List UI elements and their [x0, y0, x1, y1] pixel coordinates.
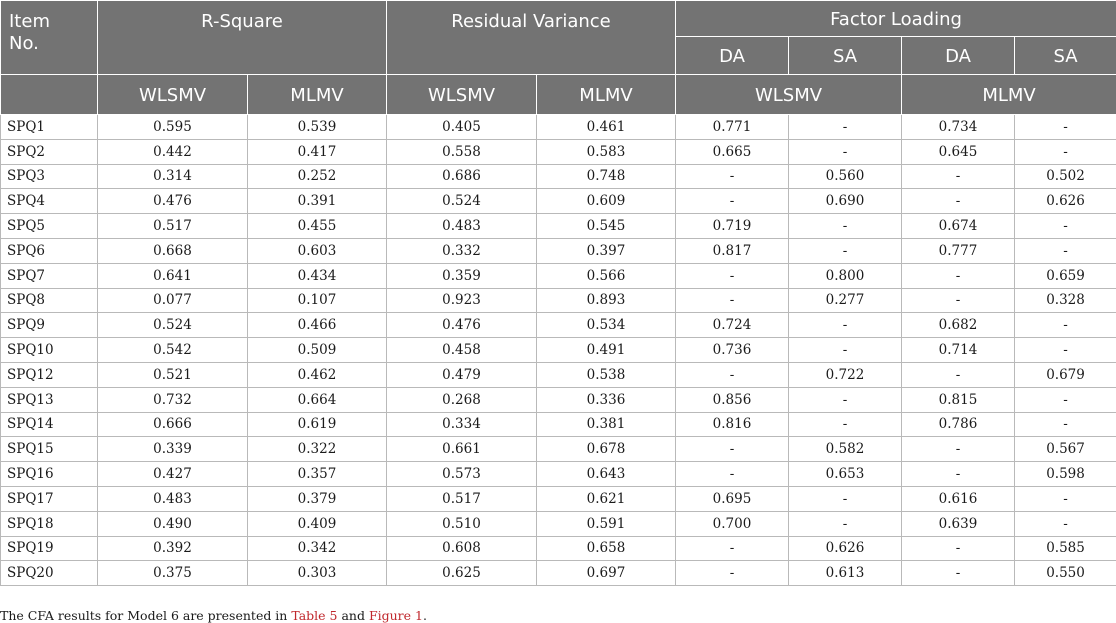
cell-rsq-wlsmv: 0.427: [98, 462, 248, 487]
table-row: [1, 263, 1116, 288]
cell-rsq-wlsmv: 0.542: [98, 338, 248, 363]
cell-fl-sa-mlmv: 0.585: [1015, 536, 1116, 561]
cell-rsq-mlmv: 0.664: [248, 387, 387, 412]
cell-rsq-mlmv: 0.619: [248, 412, 387, 437]
cell-item: SPQ12: [1, 362, 98, 387]
cell-rsq-wlsmv: 0.524: [98, 313, 248, 338]
cell-fl-da-wlsmv: 0.665: [676, 139, 789, 164]
header-rsq-mlmv: MLMV: [248, 75, 387, 115]
cell-rv-mlmv: 0.583: [537, 139, 676, 164]
cell-rv-wlsmv: 0.359: [387, 263, 537, 288]
cell-fl-da-wlsmv: -: [676, 561, 789, 586]
table-row: [1, 462, 1116, 487]
cell-rv-mlmv: 0.381: [537, 412, 676, 437]
cell-rv-wlsmv: 0.517: [387, 486, 537, 511]
cell-fl-da-wlsmv: 0.700: [676, 511, 789, 536]
cell-fl-sa-mlmv: 0.550: [1015, 561, 1116, 586]
cell-fl-sa-wlsmv: -: [789, 387, 902, 412]
cell-rv-wlsmv: 0.483: [387, 214, 537, 239]
cell-fl-sa-mlmv: -: [1015, 115, 1116, 140]
cell-fl-da-wlsmv: -: [676, 462, 789, 487]
cell-fl-da-wlsmv: -: [676, 189, 789, 214]
cell-fl-sa-wlsmv: -: [789, 115, 902, 140]
cell-fl-da-mlmv: 0.714: [902, 338, 1015, 363]
cell-fl-da-mlmv: 0.786: [902, 412, 1015, 437]
cell-item: SPQ15: [1, 437, 98, 462]
cell-fl-sa-wlsmv: 0.613: [789, 561, 902, 586]
cell-fl-sa-wlsmv: -: [789, 486, 902, 511]
cell-rsq-mlmv: 0.409: [248, 511, 387, 536]
cell-rv-mlmv: 0.658: [537, 536, 676, 561]
cell-fl-da-mlmv: -: [902, 263, 1015, 288]
cell-item: SPQ7: [1, 263, 98, 288]
cell-fl-da-wlsmv: -: [676, 288, 789, 313]
cell-rv-wlsmv: 0.524: [387, 189, 537, 214]
figure-1-link[interactable]: Figure 1: [369, 608, 423, 623]
cell-rsq-mlmv: 0.455: [248, 214, 387, 239]
cell-fl-da-mlmv: -: [902, 362, 1015, 387]
cell-item: SPQ9: [1, 313, 98, 338]
header-item-spacer: [1, 75, 98, 115]
cell-rv-wlsmv: 0.573: [387, 462, 537, 487]
cell-fl-da-mlmv: -: [902, 288, 1015, 313]
header-rv-wlsmv: WLSMV: [387, 75, 537, 115]
cell-fl-sa-mlmv: 0.567: [1015, 437, 1116, 462]
cell-fl-sa-mlmv: 0.679: [1015, 362, 1116, 387]
table-row: [1, 214, 1116, 239]
cell-fl-sa-wlsmv: -: [789, 313, 902, 338]
cell-fl-da-wlsmv: 0.771: [676, 115, 789, 140]
cell-rsq-wlsmv: 0.442: [98, 139, 248, 164]
cell-fl-da-mlmv: 0.645: [902, 139, 1015, 164]
cell-rv-mlmv: 0.697: [537, 561, 676, 586]
cell-fl-sa-mlmv: -: [1015, 486, 1116, 511]
cell-fl-da-wlsmv: 0.719: [676, 214, 789, 239]
table-body: [1, 115, 1116, 586]
cell-fl-da-mlmv: 0.734: [902, 115, 1015, 140]
cell-fl-sa-wlsmv: 0.582: [789, 437, 902, 462]
cell-rsq-mlmv: 0.391: [248, 189, 387, 214]
header-fl-wlsmv: WLSMV: [676, 75, 902, 115]
cell-rv-wlsmv: 0.608: [387, 536, 537, 561]
cell-rsq-wlsmv: 0.641: [98, 263, 248, 288]
cell-item: SPQ14: [1, 412, 98, 437]
table-row: [1, 362, 1116, 387]
cell-fl-da-wlsmv: -: [676, 263, 789, 288]
cell-rv-mlmv: 0.336: [537, 387, 676, 412]
cell-rv-mlmv: 0.748: [537, 164, 676, 189]
cell-fl-sa-wlsmv: 0.626: [789, 536, 902, 561]
cell-fl-da-mlmv: 0.616: [902, 486, 1015, 511]
cell-rsq-wlsmv: 0.732: [98, 387, 248, 412]
cell-rsq-mlmv: 0.303: [248, 561, 387, 586]
cell-fl-sa-mlmv: -: [1015, 238, 1116, 263]
cell-rsq-wlsmv: 0.668: [98, 238, 248, 263]
header-r-square: R-Square: [98, 1, 387, 75]
header-fl-da-wlsmv: DA: [676, 37, 789, 75]
table-row: [1, 288, 1116, 313]
cell-rsq-mlmv: 0.462: [248, 362, 387, 387]
cell-fl-da-mlmv: -: [902, 437, 1015, 462]
table-row: [1, 511, 1116, 536]
cell-rsq-wlsmv: 0.375: [98, 561, 248, 586]
cell-fl-da-wlsmv: -: [676, 362, 789, 387]
cell-rsq-mlmv: 0.322: [248, 437, 387, 462]
header-rv-mlmv: MLMV: [537, 75, 676, 115]
cell-rv-mlmv: 0.893: [537, 288, 676, 313]
header-rsq-wlsmv: WLSMV: [98, 75, 248, 115]
cell-item: SPQ10: [1, 338, 98, 363]
cell-rv-wlsmv: 0.405: [387, 115, 537, 140]
cell-fl-sa-mlmv: -: [1015, 139, 1116, 164]
table-row: [1, 115, 1116, 140]
cell-fl-da-wlsmv: 0.817: [676, 238, 789, 263]
header-fl-sa-wlsmv: SA: [789, 37, 902, 75]
cell-fl-da-mlmv: -: [902, 189, 1015, 214]
cell-rv-wlsmv: 0.332: [387, 238, 537, 263]
cell-rv-mlmv: 0.566: [537, 263, 676, 288]
cell-rv-mlmv: 0.397: [537, 238, 676, 263]
cell-fl-da-wlsmv: 0.724: [676, 313, 789, 338]
cell-rsq-mlmv: 0.417: [248, 139, 387, 164]
cell-fl-da-mlmv: 0.777: [902, 238, 1015, 263]
cell-fl-sa-wlsmv: -: [789, 214, 902, 239]
cell-rv-mlmv: 0.534: [537, 313, 676, 338]
cell-rv-wlsmv: 0.458: [387, 338, 537, 363]
cell-rv-wlsmv: 0.661: [387, 437, 537, 462]
header-factor-loading: Factor Loading: [676, 1, 1116, 37]
cell-fl-sa-mlmv: -: [1015, 338, 1116, 363]
cell-fl-sa-wlsmv: 0.722: [789, 362, 902, 387]
cell-rsq-mlmv: 0.252: [248, 164, 387, 189]
cell-fl-sa-wlsmv: 0.653: [789, 462, 902, 487]
table-row: [1, 437, 1116, 462]
cell-fl-sa-wlsmv: -: [789, 238, 902, 263]
cell-rv-mlmv: 0.591: [537, 511, 676, 536]
cell-fl-sa-wlsmv: 0.560: [789, 164, 902, 189]
cell-item: SPQ17: [1, 486, 98, 511]
cell-item: SPQ13: [1, 387, 98, 412]
cell-item: SPQ5: [1, 214, 98, 239]
table-row: [1, 387, 1116, 412]
table-row: [1, 238, 1116, 263]
cell-fl-sa-wlsmv: -: [789, 139, 902, 164]
cell-fl-sa-wlsmv: 0.690: [789, 189, 902, 214]
cell-rsq-mlmv: 0.342: [248, 536, 387, 561]
cell-rsq-wlsmv: 0.339: [98, 437, 248, 462]
cell-fl-da-mlmv: -: [902, 536, 1015, 561]
cell-rsq-wlsmv: 0.392: [98, 536, 248, 561]
cell-rv-wlsmv: 0.558: [387, 139, 537, 164]
cell-item: SPQ4: [1, 189, 98, 214]
header-item-no: [1, 1, 98, 75]
cell-fl-da-wlsmv: 0.695: [676, 486, 789, 511]
cell-fl-sa-mlmv: 0.626: [1015, 189, 1116, 214]
cell-rsq-mlmv: 0.509: [248, 338, 387, 363]
cell-fl-sa-mlmv: -: [1015, 511, 1116, 536]
table-row: [1, 486, 1116, 511]
cell-rsq-wlsmv: 0.476: [98, 189, 248, 214]
cell-rv-wlsmv: 0.686: [387, 164, 537, 189]
cell-fl-sa-wlsmv: -: [789, 412, 902, 437]
footnote-text-before: The CFA results for Model 6 are presented in: [0, 608, 291, 623]
cell-fl-sa-mlmv: -: [1015, 214, 1116, 239]
cell-fl-da-mlmv: -: [902, 462, 1015, 487]
cell-rv-wlsmv: 0.625: [387, 561, 537, 586]
cell-fl-da-mlmv: -: [902, 164, 1015, 189]
cell-fl-sa-mlmv: 0.659: [1015, 263, 1116, 288]
cell-item: SPQ20: [1, 561, 98, 586]
cell-rsq-wlsmv: 0.314: [98, 164, 248, 189]
cell-rv-mlmv: 0.538: [537, 362, 676, 387]
cell-fl-da-wlsmv: 0.856: [676, 387, 789, 412]
cell-rsq-mlmv: 0.434: [248, 263, 387, 288]
cell-rv-wlsmv: 0.476: [387, 313, 537, 338]
cell-fl-sa-wlsmv: -: [789, 511, 902, 536]
cell-fl-sa-mlmv: -: [1015, 313, 1116, 338]
cell-rsq-wlsmv: 0.490: [98, 511, 248, 536]
header-fl-mlmv: MLMV: [902, 75, 1116, 115]
cell-fl-da-mlmv: 0.815: [902, 387, 1015, 412]
footnote-text-middle: and: [338, 608, 369, 623]
table-row: [1, 139, 1116, 164]
cell-rv-mlmv: 0.621: [537, 486, 676, 511]
cell-fl-sa-mlmv: 0.328: [1015, 288, 1116, 313]
cell-rsq-mlmv: 0.466: [248, 313, 387, 338]
cell-rsq-wlsmv: 0.595: [98, 115, 248, 140]
cell-rv-mlmv: 0.491: [537, 338, 676, 363]
cell-rv-mlmv: 0.545: [537, 214, 676, 239]
cell-fl-da-mlmv: -: [902, 561, 1015, 586]
cell-fl-da-mlmv: 0.682: [902, 313, 1015, 338]
cell-item: SPQ18: [1, 511, 98, 536]
cell-rv-wlsmv: 0.923: [387, 288, 537, 313]
table-row: [1, 189, 1116, 214]
cell-fl-da-wlsmv: -: [676, 437, 789, 462]
cell-fl-da-wlsmv: -: [676, 536, 789, 561]
cell-rsq-wlsmv: 0.666: [98, 412, 248, 437]
cell-fl-sa-mlmv: 0.598: [1015, 462, 1116, 487]
cell-rsq-wlsmv: 0.077: [98, 288, 248, 313]
cell-item: SPQ1: [1, 115, 98, 140]
cell-rsq-mlmv: 0.379: [248, 486, 387, 511]
cell-rsq-mlmv: 0.107: [248, 288, 387, 313]
cell-fl-da-mlmv: 0.639: [902, 511, 1015, 536]
cell-item: SPQ19: [1, 536, 98, 561]
cell-rsq-mlmv: 0.357: [248, 462, 387, 487]
cell-rsq-wlsmv: 0.517: [98, 214, 248, 239]
cell-fl-sa-mlmv: -: [1015, 412, 1116, 437]
cell-fl-sa-mlmv: -: [1015, 387, 1116, 412]
table-row: [1, 313, 1116, 338]
cell-fl-da-mlmv: 0.674: [902, 214, 1015, 239]
cell-rv-wlsmv: 0.479: [387, 362, 537, 387]
cell-rv-wlsmv: 0.268: [387, 387, 537, 412]
cell-item: SPQ8: [1, 288, 98, 313]
cell-rv-mlmv: 0.461: [537, 115, 676, 140]
cell-rv-mlmv: 0.609: [537, 189, 676, 214]
cell-fl-sa-wlsmv: 0.277: [789, 288, 902, 313]
cell-item: SPQ3: [1, 164, 98, 189]
table-footnote: [0, 608, 427, 623]
cell-rv-wlsmv: 0.334: [387, 412, 537, 437]
table-row: [1, 412, 1116, 437]
cell-fl-sa-wlsmv: -: [789, 338, 902, 363]
table-row: [1, 536, 1116, 561]
table-row: [1, 164, 1116, 189]
cell-item: SPQ2: [1, 139, 98, 164]
cell-fl-sa-wlsmv: 0.800: [789, 263, 902, 288]
cell-item: SPQ6: [1, 238, 98, 263]
cell-rv-wlsmv: 0.510: [387, 511, 537, 536]
cell-rsq-wlsmv: 0.521: [98, 362, 248, 387]
item-no-label: Item No.: [9, 11, 50, 54]
cell-rsq-mlmv: 0.603: [248, 238, 387, 263]
cell-item: SPQ16: [1, 462, 98, 487]
table-row: [1, 338, 1116, 363]
cell-fl-da-wlsmv: -: [676, 164, 789, 189]
cell-rv-mlmv: 0.643: [537, 462, 676, 487]
cell-fl-da-wlsmv: 0.736: [676, 338, 789, 363]
table-5-link[interactable]: Table 5: [291, 608, 337, 623]
table-header: [1, 1, 1116, 115]
table-row: [1, 561, 1116, 586]
header-fl-da-mlmv: DA: [902, 37, 1015, 75]
cell-rsq-mlmv: 0.539: [248, 115, 387, 140]
cell-rv-mlmv: 0.678: [537, 437, 676, 462]
cell-fl-da-wlsmv: 0.816: [676, 412, 789, 437]
footnote-text-after: .: [423, 608, 427, 623]
cell-fl-sa-mlmv: 0.502: [1015, 164, 1116, 189]
header-residual-variance: Residual Variance: [387, 1, 676, 75]
cell-rsq-wlsmv: 0.483: [98, 486, 248, 511]
header-fl-sa-mlmv: SA: [1015, 37, 1116, 75]
